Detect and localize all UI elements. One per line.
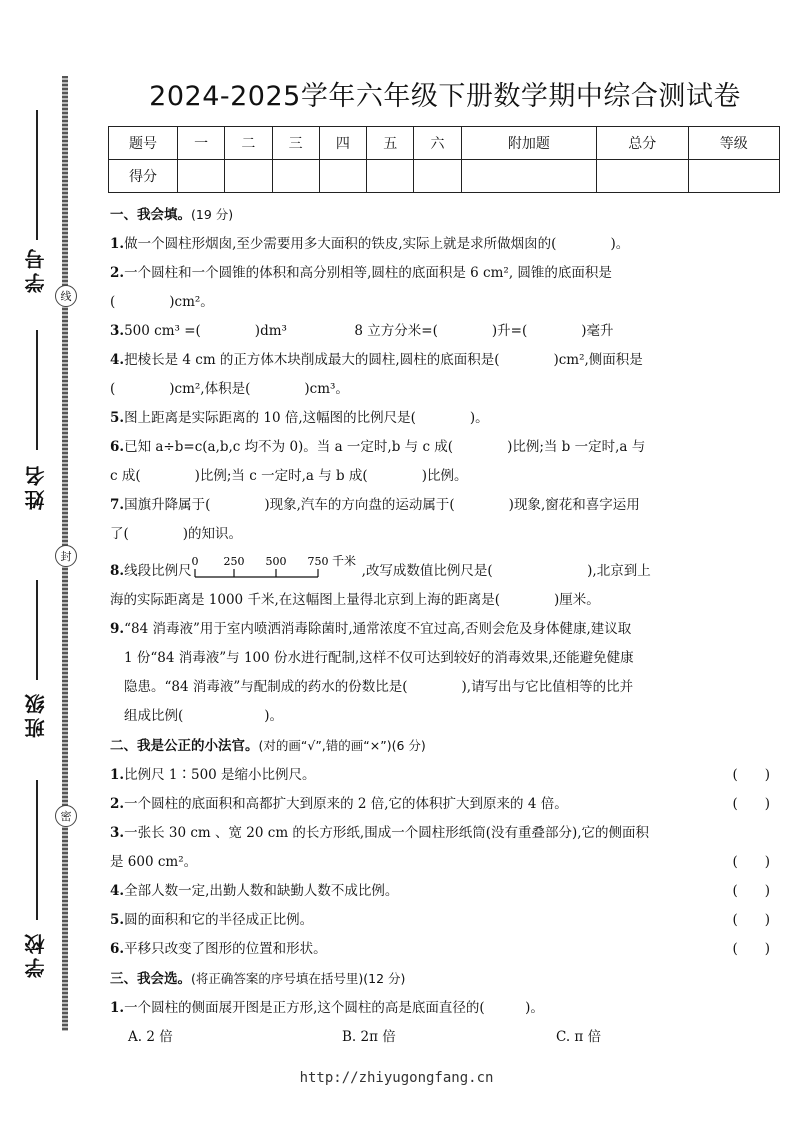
score-cell[interactable] <box>319 160 366 193</box>
section-3-title: 三、我会选。 <box>110 971 191 987</box>
judge-question-4[interactable] <box>110 877 770 906</box>
question-text: 一张长 30 cm 、宽 20 cm 的长方形纸,围成一个圆柱形纸筒(没有重叠部分),它的侧面积 <box>124 825 650 841</box>
exam-content <box>110 200 770 1052</box>
scale-tick-label: 750 <box>307 555 329 568</box>
question-text: 全部人数一定,出勤人数和缺勤人数不成比例。 <box>124 883 399 899</box>
question-text-cont: 1 份“84 消毒液”与 100 份水进行配制,这样不仅可达到较好的消毒效果,还能避免健康 <box>124 650 634 666</box>
section-1-title: 一、我会填。 <box>110 207 191 223</box>
school-label: 学校 <box>24 930 48 978</box>
question-text: 比例尺 1∶500 是缩小比例尺。 <box>124 767 316 783</box>
option-c[interactable]: C. π 倍 <box>556 1029 602 1045</box>
score-header-cell: 题号 <box>109 127 178 160</box>
score-cell[interactable] <box>461 160 597 193</box>
question-number: 6. <box>110 941 125 957</box>
judge-question-5[interactable] <box>110 906 770 935</box>
question-text: 一个圆柱的底面积和高都扩大到原来的 2 倍,它的体积扩大到原来的 4 倍。 <box>124 796 568 812</box>
score-header-cell: 二 <box>225 127 272 160</box>
question-text: 圆的面积和它的半径成正比例。 <box>124 912 314 928</box>
question-text: 一个圆柱的侧面展开图是正方形,这个圆柱的高是底面直径的( )。 <box>124 1000 544 1016</box>
question-text: 一个圆柱和一个圆锥的体积和高分别相等,圆柱的底面积是 6 cm², 圆锥的底面积是 <box>124 265 612 281</box>
question-text-cont: 了( )的知识。 <box>110 526 243 542</box>
page-title: 2024-2025学年六年级下册数学期中综合测试卷 <box>149 81 741 112</box>
seal-mi: 密 <box>55 805 77 827</box>
student-id-line[interactable] <box>36 110 38 240</box>
answer-parentheses[interactable]: ( ) <box>732 767 770 783</box>
score-header-cell: 一 <box>178 127 225 160</box>
score-cell[interactable] <box>688 160 780 193</box>
scale-tick-label: 0 <box>191 555 199 568</box>
seal-xian: 线 <box>55 285 77 307</box>
seal-feng: 封 <box>55 545 77 567</box>
question-number: 3. <box>110 323 125 339</box>
section-2-note: (对的画“√”,错的画“×”)(6 分) <box>258 738 426 753</box>
class-label: 班级 <box>24 690 48 738</box>
answer-parentheses[interactable]: ( ) <box>732 941 770 957</box>
question-text-cont: 组成比例( )。 <box>124 708 284 724</box>
question-number: 5. <box>110 410 125 426</box>
fill-question-2[interactable] <box>110 259 770 317</box>
section-2-title: 二、我是公正的小法官。 <box>110 738 259 754</box>
question-number: 4. <box>110 352 125 368</box>
scale-tick-label: 250 <box>223 555 245 568</box>
question-number: 8. <box>110 563 125 579</box>
fill-question-3[interactable] <box>110 317 770 346</box>
section-1-note: (19 分) <box>191 207 234 222</box>
fill-question-6[interactable] <box>110 433 770 491</box>
question-text-cont: c 成( )比例;当 c 一定时,a 与 b 成( )比例。 <box>110 468 468 484</box>
question-text-cont: 隐患。“84 消毒液”与配制成的药水的份数比是( ),请写出与它比值相等的比并 <box>124 679 634 695</box>
question-number: 3. <box>110 825 125 841</box>
score-table <box>108 126 780 193</box>
line-scale-bar <box>192 555 362 581</box>
question-text-cont: ( )cm²。 <box>110 294 214 310</box>
fill-question-7[interactable] <box>110 491 770 549</box>
score-header-cell: 四 <box>319 127 366 160</box>
score-header-cell: 总分 <box>597 127 688 160</box>
score-header-cell: 三 <box>272 127 319 160</box>
question-text-cont: ( )cm²,体积是( )cm³。 <box>110 381 349 397</box>
judge-question-1[interactable] <box>110 761 770 790</box>
section-3-note: (将正确答案的序号填在括号里)(12 分) <box>191 971 406 986</box>
fill-question-5[interactable] <box>110 404 770 433</box>
judge-question-3[interactable] <box>110 819 770 877</box>
question-number: 7. <box>110 497 125 513</box>
score-table-header-row <box>109 127 780 160</box>
scale-tick-label: 500 <box>265 555 287 568</box>
fill-question-8[interactable] <box>110 555 770 615</box>
score-header-cell: 附加题 <box>461 127 597 160</box>
name-line[interactable] <box>36 330 38 450</box>
question-text: 把棱长是 4 cm 的正方体木块削成最大的圆柱,圆柱的底面积是( )cm²,侧面积是 <box>124 352 643 368</box>
score-cell[interactable] <box>272 160 319 193</box>
question-number: 1. <box>110 236 125 252</box>
scale-unit-label: 千米 <box>331 555 356 568</box>
question-text-lead: 线段比例尺 <box>124 563 192 579</box>
option-a[interactable]: A. 2 倍 <box>128 1029 173 1045</box>
question-text-cont: 是 600 cm²。 <box>110 854 198 870</box>
fill-question-4[interactable] <box>110 346 770 404</box>
score-cell[interactable] <box>178 160 225 193</box>
option-b[interactable]: B. 2π 倍 <box>342 1029 396 1045</box>
question-text: ,改写成数值比例尺是( ),北京到上 <box>361 563 651 579</box>
score-row-label: 得分 <box>109 160 178 193</box>
score-header-cell: 等级 <box>688 127 780 160</box>
class-line[interactable] <box>36 580 38 680</box>
question-text: 国旗升降属于( )现象,汽车的方向盘的运动属于( )现象,窗花和喜字运用 <box>124 497 640 513</box>
judge-question-6[interactable] <box>110 935 770 964</box>
answer-parentheses[interactable]: ( ) <box>732 796 770 812</box>
question-number: 5. <box>110 912 125 928</box>
school-line[interactable] <box>36 780 38 920</box>
section-2-heading <box>110 731 770 761</box>
score-table-score-row <box>109 160 780 193</box>
question-text: 平移只改变了图形的位置和形状。 <box>124 941 327 957</box>
name-label: 姓名 <box>24 462 48 510</box>
score-header-cell: 五 <box>367 127 414 160</box>
question-text: 图上距离是实际距离的 10 倍,这幅图的比例尺是( )。 <box>124 410 489 426</box>
answer-parentheses[interactable]: ( ) <box>732 883 770 899</box>
answer-parentheses[interactable]: ( ) <box>732 854 770 870</box>
fill-question-1[interactable] <box>110 230 770 259</box>
question-number: 6. <box>110 439 125 455</box>
footer-url: http://zhiyugongfang.cn <box>299 1070 494 1086</box>
question-number: 2. <box>110 265 125 281</box>
choice-question-1[interactable] <box>110 994 770 1023</box>
student-id-label: 学号 <box>24 245 48 293</box>
choice-options <box>110 1023 770 1052</box>
fill-question-9[interactable] <box>110 615 770 731</box>
question-text: 500 cm³ =( )dm³ 8 立方分米=( )升=( )毫升 <box>124 323 614 339</box>
judge-question-2[interactable] <box>110 790 770 819</box>
question-number: 1. <box>110 767 125 783</box>
score-cell[interactable] <box>367 160 414 193</box>
question-text: “84 消毒液”用于室内喷洒消毒除菌时,通常浓度不宜过高,否则会危及身体健康,建议取 <box>124 621 632 637</box>
score-cell[interactable] <box>414 160 461 193</box>
question-number: 2. <box>110 796 125 812</box>
score-header-cell: 六 <box>414 127 461 160</box>
section-1-heading <box>110 200 770 230</box>
question-number: 9. <box>110 621 125 637</box>
answer-parentheses[interactable]: ( ) <box>732 912 770 928</box>
section-3-heading <box>110 964 770 994</box>
question-text: 做一个圆柱形烟囱,至少需要用多大面积的铁皮,实际上就是求所做烟囱的( )。 <box>124 236 630 252</box>
question-text-cont: 海的实际距离是 1000 千米,在这幅图上量得北京到上海的距离是( )厘米。 <box>110 592 600 608</box>
score-cell[interactable] <box>225 160 272 193</box>
score-cell[interactable] <box>597 160 688 193</box>
question-number: 1. <box>110 1000 125 1016</box>
question-text: 已知 a÷b=c(a,b,c 均不为 0)。当 a 一定时,b 与 c 成( )比例;当 b 一定时,a 与 <box>124 439 646 455</box>
question-number: 4. <box>110 883 125 899</box>
